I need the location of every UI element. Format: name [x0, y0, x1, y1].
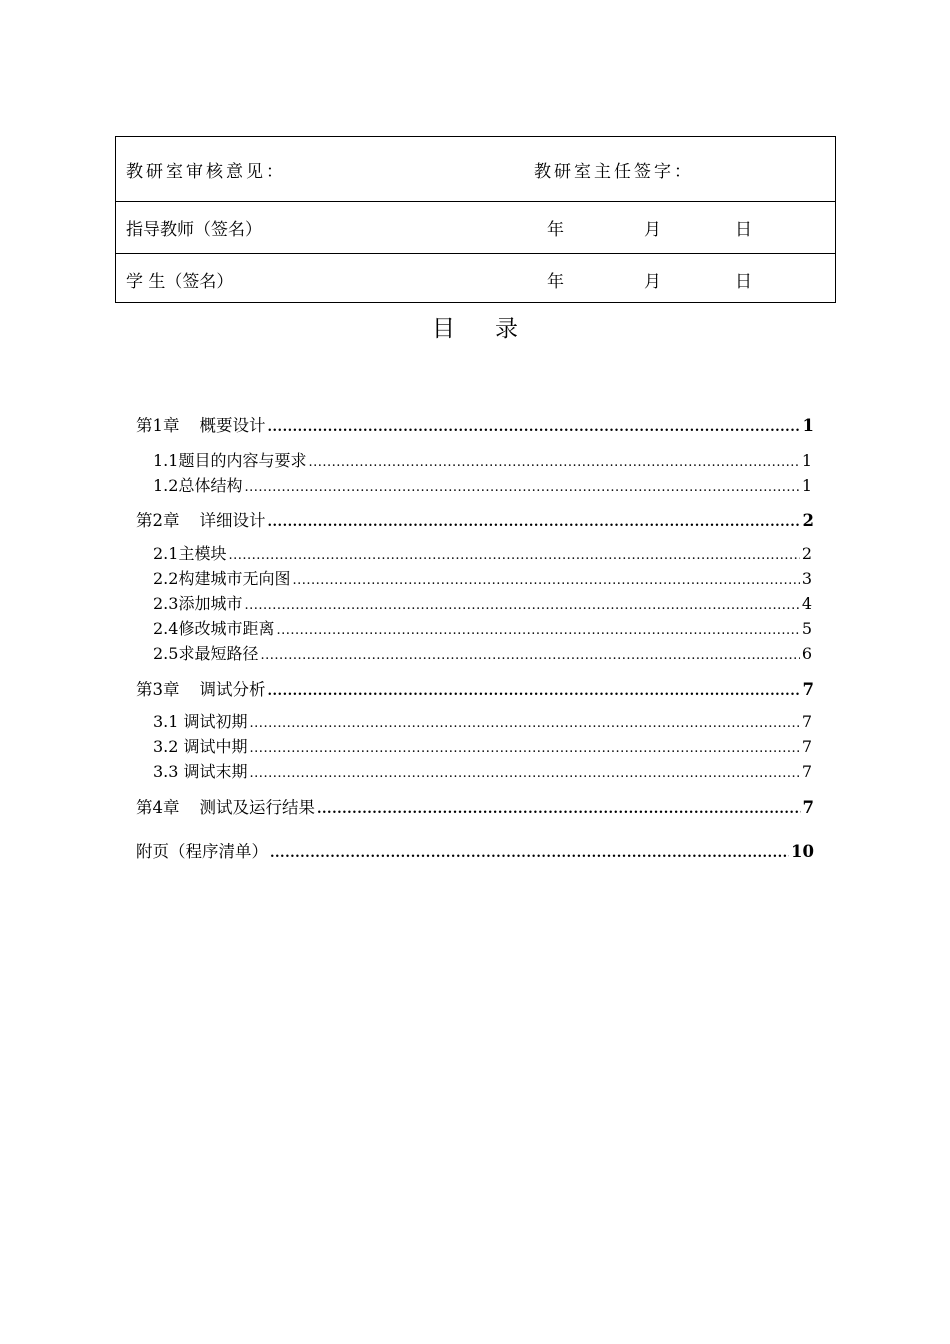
toc-dot-leader — [270, 846, 789, 861]
toc-dot-leader — [250, 716, 800, 731]
toc-dot-leader — [228, 548, 799, 563]
approval-table — [115, 136, 836, 303]
toc-dot-leader — [244, 598, 799, 613]
toc-section-entry[interactable] — [153, 709, 812, 732]
student-signature-label: 学 生（签名） — [126, 272, 234, 292]
toc-page-number: 1 — [801, 451, 812, 470]
toc-page-number: 5 — [801, 619, 812, 638]
toc-entry-label: 2.1主模块 — [153, 544, 227, 563]
toc-entry-label: 3.3 调试末期 — [153, 762, 248, 781]
toc-dot-leader — [268, 684, 801, 699]
student-signature-row — [116, 253, 835, 303]
toc-dot-leader — [250, 741, 800, 756]
toc-chapter-entry[interactable] — [136, 507, 814, 531]
toc-entry-label: 2.4修改城市距离 — [153, 619, 275, 638]
toc-page-number: 2 — [801, 544, 812, 563]
toc-section-entry[interactable] — [153, 734, 812, 757]
toc-dot-leader — [317, 802, 801, 817]
toc-entry-label: 2.3添加城市 — [153, 594, 243, 613]
review-opinion-label: 教研室审核意见： — [126, 162, 286, 182]
toc-dot-leader — [260, 648, 799, 663]
advisor-month-label: 月 — [644, 220, 661, 240]
toc-dot-leader — [292, 573, 799, 588]
toc-section-entry[interactable] — [153, 473, 812, 496]
toc-dot-leader — [250, 766, 800, 781]
toc-entry-label: 2.5求最短路径 — [153, 644, 259, 663]
toc-dot-leader — [268, 515, 801, 530]
toc-chapter-entry[interactable] — [136, 838, 814, 862]
toc-chapter-title: 详细设计 — [199, 511, 266, 530]
toc-chapter-number: 第4章 — [136, 798, 180, 817]
advisor-signature-row — [116, 201, 835, 254]
toc-dot-leader — [268, 420, 801, 435]
toc-page-number: 2 — [802, 511, 814, 530]
toc-chapter-number: 第1章 — [136, 416, 180, 435]
toc-dot-leader — [276, 623, 799, 638]
toc-chapter-entry[interactable] — [136, 676, 814, 700]
toc-section-entry[interactable] — [153, 759, 812, 782]
toc-dot-leader — [244, 480, 799, 495]
toc-page-number: 7 — [802, 680, 814, 699]
toc-section-entry[interactable] — [153, 566, 812, 589]
toc-chapter-title: 测试及运行结果 — [199, 798, 315, 817]
toc-section-entry[interactable] — [153, 541, 812, 564]
toc-entry-label — [136, 794, 315, 818]
toc-entry-label: 3.1 调试初期 — [153, 712, 248, 731]
toc-entry-label — [136, 676, 266, 700]
toc-section-entry[interactable] — [153, 641, 812, 664]
toc-entry-label — [136, 507, 266, 531]
toc-section-entry[interactable] — [153, 616, 812, 639]
director-signature-label: 教研室主任签字： — [534, 162, 694, 182]
toc-chapter-title: 调试分析 — [199, 680, 266, 699]
toc-chapter-number: 第2章 — [136, 511, 180, 530]
toc-page-number: 7 — [802, 798, 814, 817]
toc-page-number: 7 — [801, 737, 812, 756]
toc-chapter-entry[interactable] — [136, 794, 814, 818]
student-day-label: 日 — [735, 272, 752, 292]
advisor-signature-label: 指导教师（签名） — [126, 220, 262, 240]
toc-entry-label: 1.1题目的内容与要求 — [153, 451, 307, 470]
toc-page-number: 7 — [801, 712, 812, 731]
toc-page-number: 4 — [801, 594, 812, 613]
toc-page-number: 6 — [801, 644, 812, 663]
toc-section-entry[interactable] — [153, 591, 812, 614]
toc-title: 目录 — [432, 316, 558, 342]
toc-chapter-number: 第3章 — [136, 680, 180, 699]
toc-page-number: 1 — [802, 416, 814, 435]
student-month-label: 月 — [644, 272, 661, 292]
toc-entry-label: 3.2 调试中期 — [153, 737, 248, 756]
toc-entry-label: 2.2构建城市无向图 — [153, 569, 291, 588]
toc-entry-label — [136, 412, 266, 436]
toc-entry-label: 附页（程序清单） — [136, 842, 268, 861]
advisor-day-label: 日 — [735, 220, 752, 240]
toc-dot-leader — [308, 455, 799, 470]
student-year-label: 年 — [547, 272, 564, 292]
toc-section-entry[interactable] — [153, 448, 812, 471]
toc-page-number: 7 — [801, 762, 812, 781]
toc-chapter-title: 概要设计 — [199, 416, 266, 435]
review-opinion-row — [116, 137, 835, 202]
advisor-year-label: 年 — [547, 220, 564, 240]
toc-page-number: 1 — [801, 476, 812, 495]
toc-chapter-entry[interactable] — [136, 412, 814, 436]
toc-page-number: 3 — [801, 569, 812, 588]
toc-entry-label: 1.2总体结构 — [153, 476, 243, 495]
toc-page-number: 10 — [791, 842, 814, 861]
